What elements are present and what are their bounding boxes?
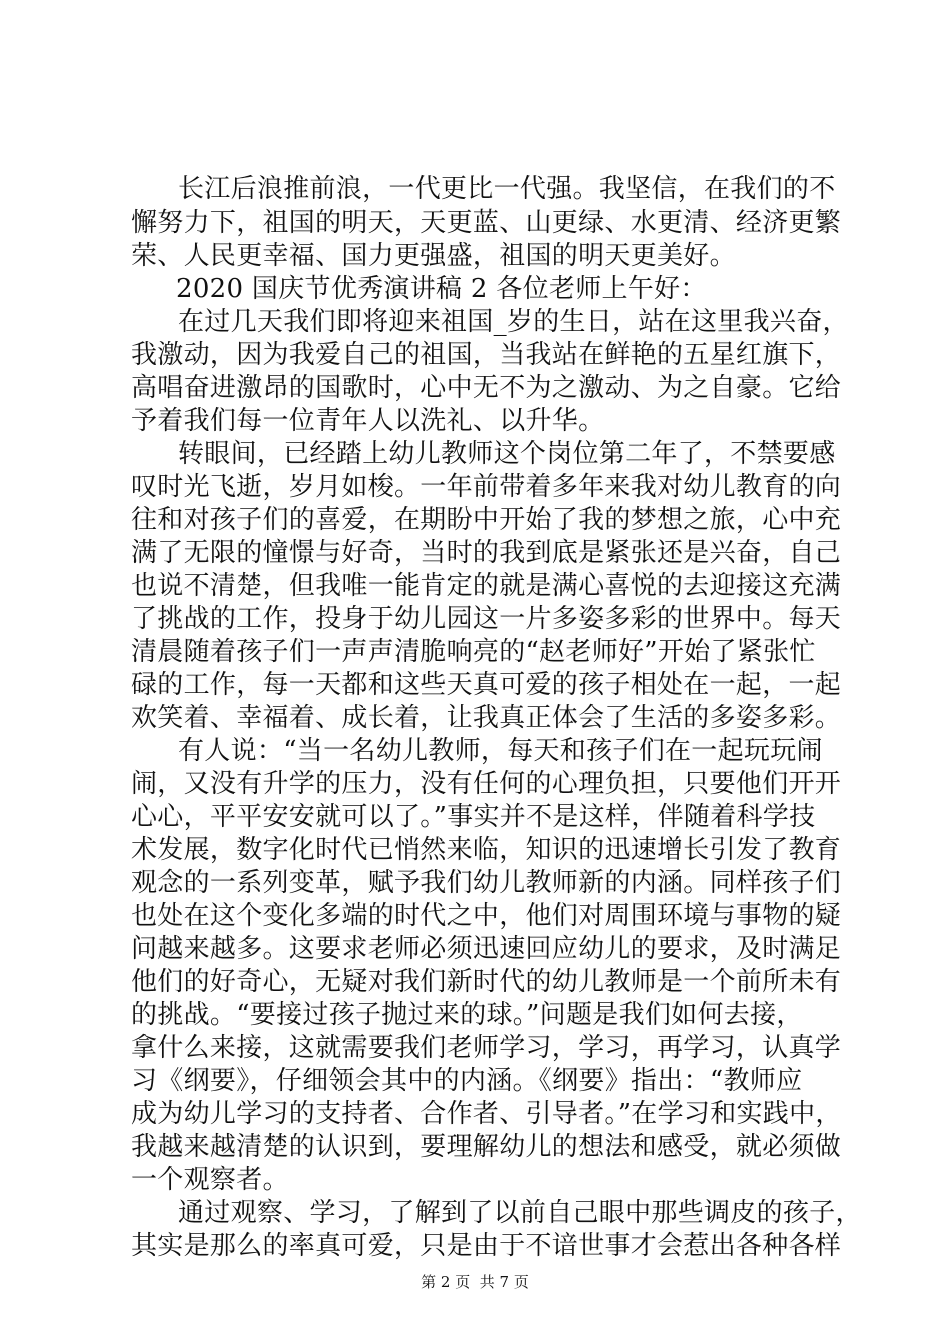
- text-line: 清晨随着孩子们一声声清脆响亮的“赵老师好”开始了紧张忙: [131, 637, 816, 667]
- text-line: 碌的工作，每一天都和这些天真可爱的孩子相处在一起，一起: [131, 670, 842, 700]
- text-line: 予着我们每一位青年人以洗礼、以升华。: [131, 406, 605, 436]
- text-line: 成为幼儿学习的支持者、合作者、引导者。”在学习和实践中，: [131, 1099, 842, 1129]
- text-line: 闹，又没有升学的压力，没有任何的心理负担，只要他们开开: [131, 769, 842, 799]
- text-line: 我激动，因为我爱自己的祖国，当我站在鲜艳的五星红旗下，: [131, 340, 842, 370]
- text-line: 长江后浪推前浪，一代更比一代强。我坚信，在我们的不: [178, 174, 836, 204]
- text-line: 也说不清楚，但我唯一能肯定的就是满心喜悦的去迎接这充满: [131, 571, 842, 601]
- text-line: 了挑战的工作，投身于幼儿园这一片多姿多彩的世界中。每天: [131, 604, 842, 634]
- text-line: 在过几天我们即将迎来祖国_岁的生日，站在这里我兴奋，: [178, 307, 849, 337]
- text-line: 高唱奋进激昂的国歌时，心中无不为之激动、为之自豪。它给: [131, 373, 842, 403]
- text-line: 荣、人民更幸福、国力更强盛，祖国的明天更美好。: [131, 241, 736, 271]
- text-line: 也处在这个变化多端的时代之中，他们对周围环境与事物的疑: [131, 901, 842, 931]
- text-line: 心心，平平安安就可以了。”事实并不是这样，伴随着科学技: [131, 802, 816, 832]
- text-line: 其实是那么的率真可爱，只是由于不谙世事才会惹出各种各样: [131, 1231, 842, 1261]
- text-line: 懈努力下，祖国的明天，天更蓝、山更绿、水更清、经济更繁: [131, 208, 842, 238]
- text-line: 叹时光飞逝，岁月如梭。一年前带着多年来我对幼儿教育的向: [131, 472, 842, 502]
- text-line: 转眼间，已经踏上幼儿教师这个岗位第二年了，不禁要感: [178, 439, 836, 469]
- text-line: 他们的好奇心，无疑对我们新时代的幼儿教师是一个前所未有: [131, 967, 842, 997]
- text-line: 拿什么来接，这就需要我们老师学习，学习，再学习，认真学: [131, 1033, 842, 1063]
- text-line: 2020 国庆节优秀演讲稿 2 各位老师上午好：: [176, 274, 707, 304]
- text-line: 欢笑着、幸福着、成长着，让我真正体会了生活的多姿多彩。: [131, 703, 842, 733]
- text-line: 习《纲要》，仔细领会其中的内涵。《纲要》指出：“教师应: [131, 1066, 803, 1096]
- text-line: 观念的一系列变革，赋予我们幼儿教师新的内涵。同样孩子们: [131, 868, 842, 898]
- text-line: 的挑战。“要接过孩子抛过来的球。”问题是我们如何去接，: [131, 1000, 803, 1030]
- text-line: 满了无限的憧憬与好奇，当时的我到底是紧张还是兴奋，自己: [131, 538, 842, 568]
- text-line: 通过观察、学习，了解到了以前自己眼中那些调皮的孩子，: [178, 1198, 862, 1228]
- text-line: 往和对孩子们的喜爱，在期盼中开始了我的梦想之旅，心中充: [131, 505, 842, 535]
- text-line: 我越来越清楚的认识到，要理解幼儿的想法和感受，就必须做: [131, 1132, 842, 1162]
- text-line: 一个观察者。: [131, 1165, 289, 1195]
- text-line: 有人说：“当一名幼儿教师，每天和孩子们在一起玩玩闹: [178, 736, 823, 766]
- page-number-footer: 第 2 页 共 7 页: [421, 1273, 529, 1291]
- text-line: 术发展，数字化时代已悄然来临，知识的迅速增长引发了教育: [131, 835, 842, 865]
- text-line: 问越来越多。这要求老师必须迅速回应幼儿的要求，及时满足: [131, 934, 842, 964]
